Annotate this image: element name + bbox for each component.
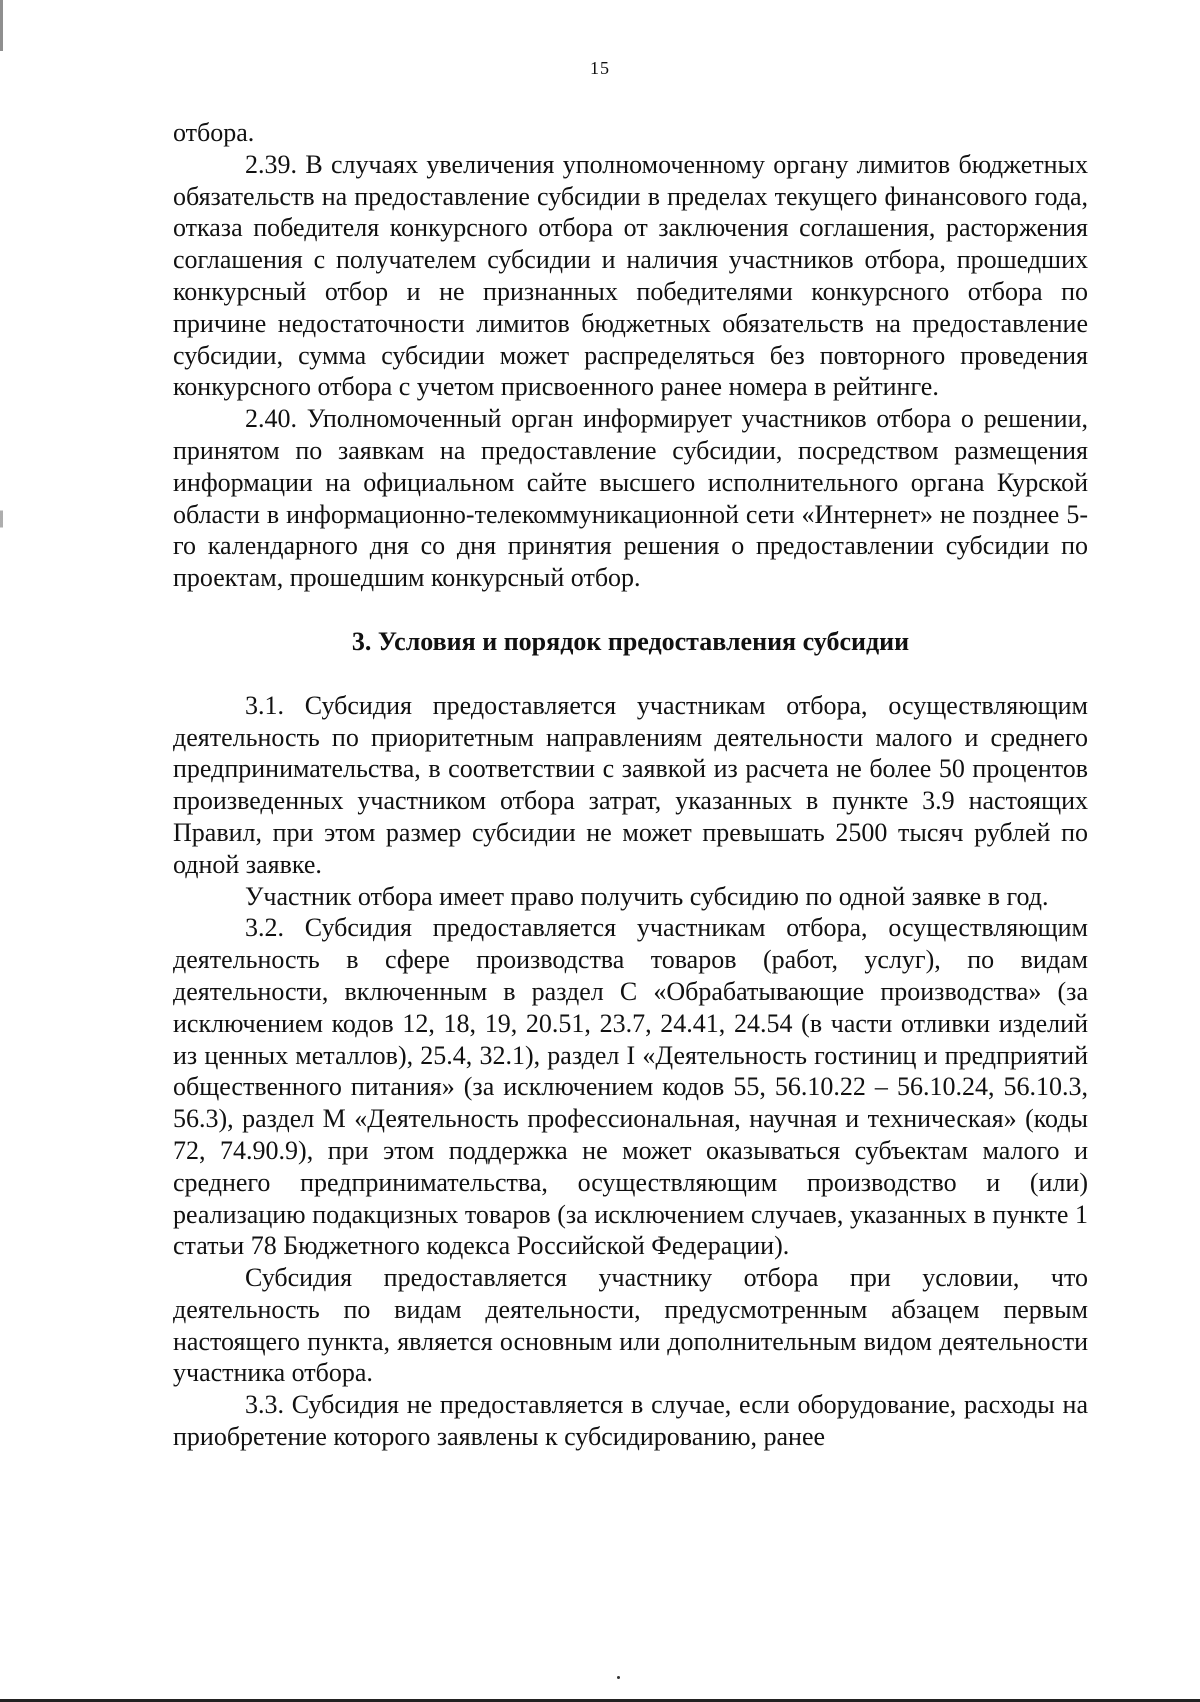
scan-dot-mark [617, 1676, 620, 1679]
paragraph-2-39: 2.39. В случаях увеличения уполномоченному органу лимитов бюджетных обязательств на предоставление субсидии в пределах текущего финансового года, отказа победителя конкурсного отбора от заключения соглашения, расторжения соглашения с получателем субсидии и наличия участников отбора, прошедших конкурсный отбор и не признанных победителями конкурсного отбора по причине недостаточности лимитов бюджетных обязательств на предоставление субсидии, сумма субсидии может распределяться без повторного проведения конкурсного отбора с учетом присвоенного ранее номера в рейтинге. [173, 149, 1088, 402]
section-heading: 3. Условия и порядок предоставления субсидии [351, 626, 910, 656]
document-body [173, 117, 1088, 1453]
paragraph-3-1-note: Участник отбора имеет право получить субсидию по одной заявке в год. [245, 881, 1049, 911]
paragraph-3-3: 3.3. Субсидия не предоставляется в случае, если оборудование, расходы на приобретение которого заявлены к субсидированию, ранее [173, 1390, 1088, 1452]
page-number: 15 [590, 58, 610, 78]
paragraph-3-1: 3.1. Субсидия предоставляется участникам отбора, осуществляющим деятельность по приоритетным направлениям деятельности малого и среднего предпринимательства, в соответствии с заявкой из расчета не более 50 процентов произведенных участником отбора затрат, указанных в пункте 3.9 настоящих Правил, при этом размер субсидии не может превышать 2500 тысяч рублей по одной заявке. [173, 690, 1088, 879]
paragraph-continuation: отбора. [173, 118, 255, 147]
scan-edge-left [0, 0, 3, 1702]
paragraph-3-2-condition: Субсидия предоставляется участнику отбора при условии, что деятельность по видам деятельности, предусмотренным абзацем первым настоящего пункта, является основным или дополнительным видом деятельности участника отбора. [173, 1263, 1088, 1388]
paragraph-2-40: 2.40. Уполномоченный орган информирует участников отбора о решении, принятом по заявкам на предоставление субсидии, посредством размещения информации на официальном сайте высшего исполнительного органа Курской области в информационно-телекоммуникационной сети «Интернет» не позднее 5-го календарного дня со дня принятия решения о предоставлении субсидии по проектам, прошедшим конкурсный отбор. [173, 404, 1088, 593]
paragraph-3-2: 3.2. Субсидия предоставляется участникам отбора, осуществляющим деятельность в сфере производства товаров (работ, услуг), по видам деятельности, включенным в раздел С «Обрабатывающие производства» (за исключением кодов 12, 18, 19, 20.51, 23.7, 24.41, 24.54 (в части отливки изделий из ценных металлов), 25.4, 32.1), раздел I «Деятельность гостиниц и предприятий общественного питания» (за исключением кодов 55, 56.10.22 – 56.10.24, 56.10.3, 56.3), раздел М «Деятельность профессиональная, научная и техническая» (коды 72, 74.90.9), при этом поддержка не может оказываться субъектам малого и среднего предпринимательства, осуществляющим производство и (или) реализацию подакцизных товаров (за исключением случаев, указанных в пункте 1 статьи 78 Бюджетного кодекса Российской Федерации). [173, 913, 1088, 1261]
